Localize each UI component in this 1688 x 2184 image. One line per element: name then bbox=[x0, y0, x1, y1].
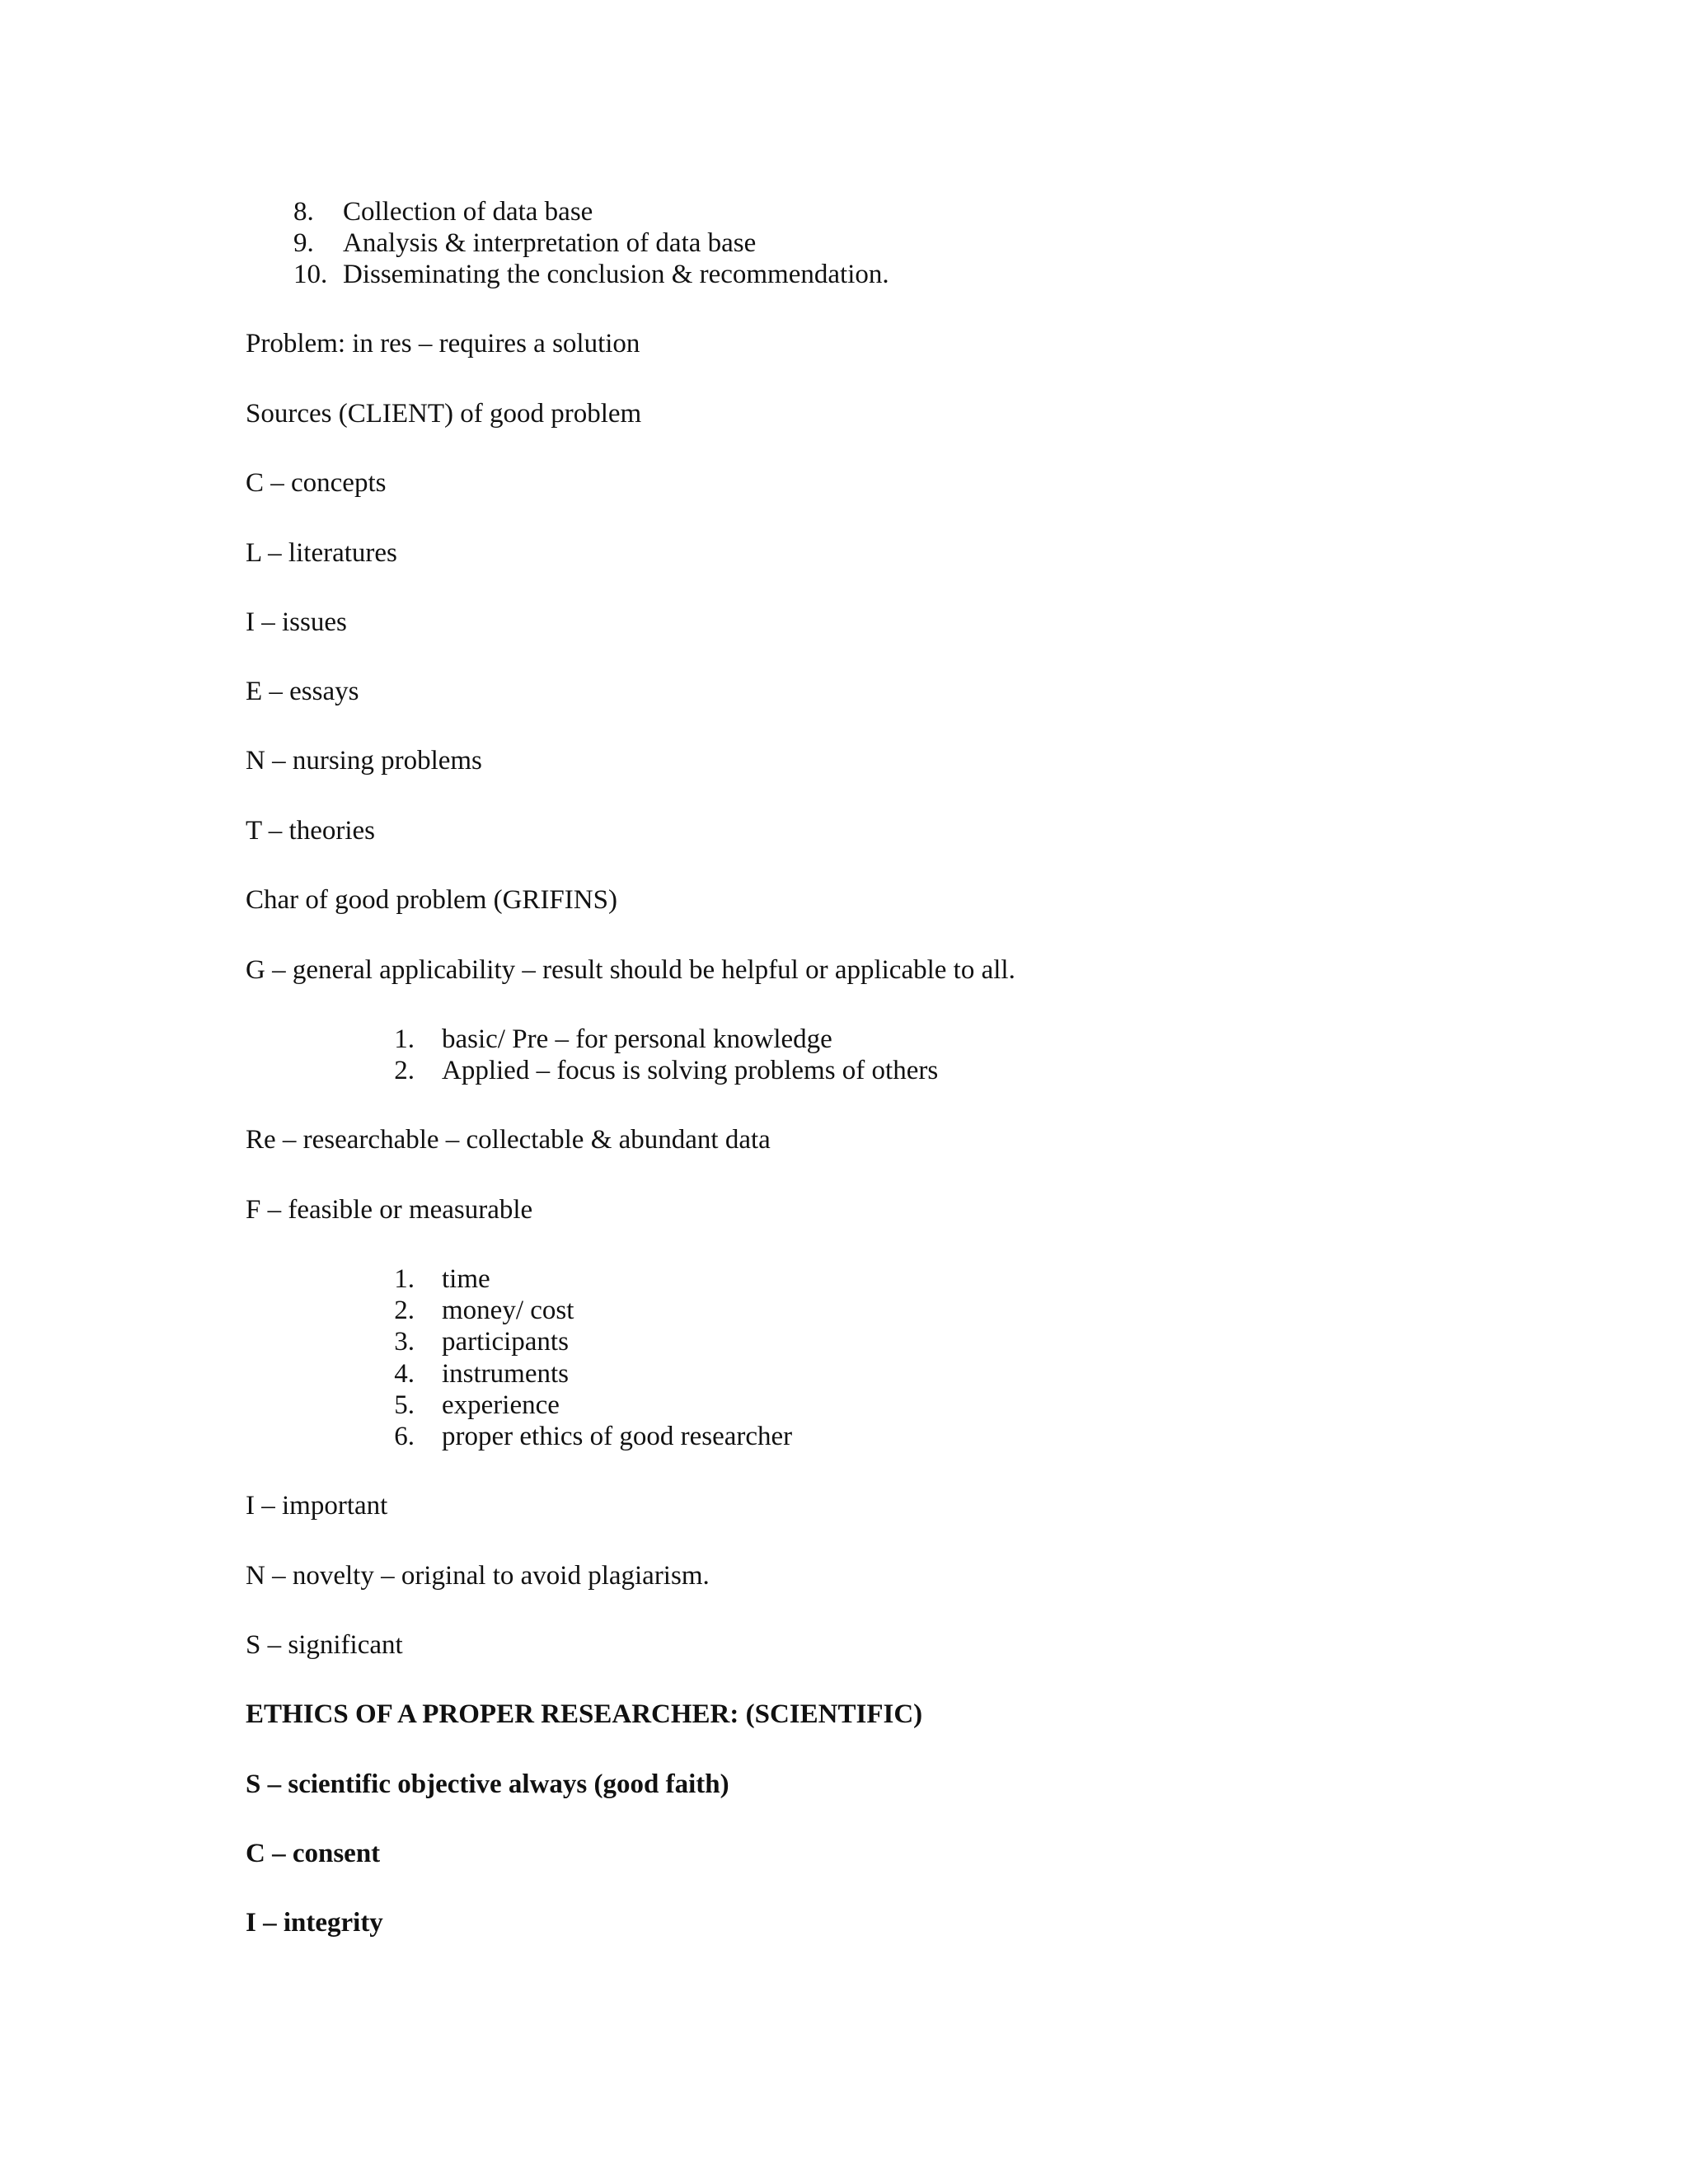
list-number: 8. bbox=[293, 197, 314, 227]
list-item: time bbox=[442, 1264, 490, 1294]
list-item: money/ cost bbox=[442, 1296, 574, 1325]
ethics-item: C – consent bbox=[246, 1839, 381, 1868]
ethics-item: S – scientific objective always (good faith) bbox=[246, 1769, 729, 1799]
ethics-heading: ETHICS OF A PROPER RESEARCHER: (SCIENTIFIC) bbox=[246, 1699, 923, 1729]
list-number: 10. bbox=[293, 260, 328, 289]
significant-line: S – significant bbox=[246, 1630, 403, 1660]
list-item: participants bbox=[442, 1327, 569, 1357]
client-item: N – nursing problems bbox=[246, 746, 482, 776]
list-number: 2. bbox=[394, 1056, 415, 1085]
list-number: 1. bbox=[394, 1024, 415, 1054]
sources-heading: Sources (CLIENT) of good problem bbox=[246, 399, 642, 429]
problem-line: Problem: in res – requires a solution bbox=[246, 329, 640, 359]
important-line: I – important bbox=[246, 1491, 388, 1521]
client-item: I – issues bbox=[246, 607, 347, 637]
list-number: 4. bbox=[394, 1359, 415, 1389]
list-number: 2. bbox=[394, 1296, 415, 1325]
client-item: E – essays bbox=[246, 677, 359, 706]
list-number: 6. bbox=[394, 1422, 415, 1451]
client-item: T – theories bbox=[246, 816, 376, 846]
list-number: 3. bbox=[394, 1327, 415, 1357]
list-item: Collection of data base bbox=[343, 197, 593, 227]
client-item: C – concepts bbox=[246, 468, 387, 498]
list-number: 5. bbox=[394, 1390, 415, 1420]
feasible-line: F – feasible or measurable bbox=[246, 1195, 533, 1225]
list-item: Analysis & interpretation of data base bbox=[343, 228, 757, 258]
ethics-item: I – integrity bbox=[246, 1908, 383, 1938]
list-item: Applied – focus is solving problems of others bbox=[442, 1056, 939, 1085]
list-item: proper ethics of good researcher bbox=[442, 1422, 793, 1451]
list-item: instruments bbox=[442, 1359, 569, 1389]
general-applicability-line: G – general applicability – result should be helpful or applicable to all. bbox=[246, 955, 1015, 985]
list-number: 9. bbox=[293, 228, 314, 258]
list-number: 1. bbox=[394, 1264, 415, 1294]
client-item: L – literatures bbox=[246, 538, 397, 568]
list-item: experience bbox=[442, 1390, 560, 1420]
list-item: Disseminating the conclusion & recommendation. bbox=[343, 260, 889, 289]
researchable-line: Re – researchable – collectable & abundant data bbox=[246, 1125, 771, 1155]
list-item: basic/ Pre – for personal knowledge bbox=[442, 1024, 832, 1054]
novelty-line: N – novelty – original to avoid plagiarism. bbox=[246, 1561, 710, 1591]
grifins-heading: Char of good problem (GRIFINS) bbox=[246, 885, 617, 915]
